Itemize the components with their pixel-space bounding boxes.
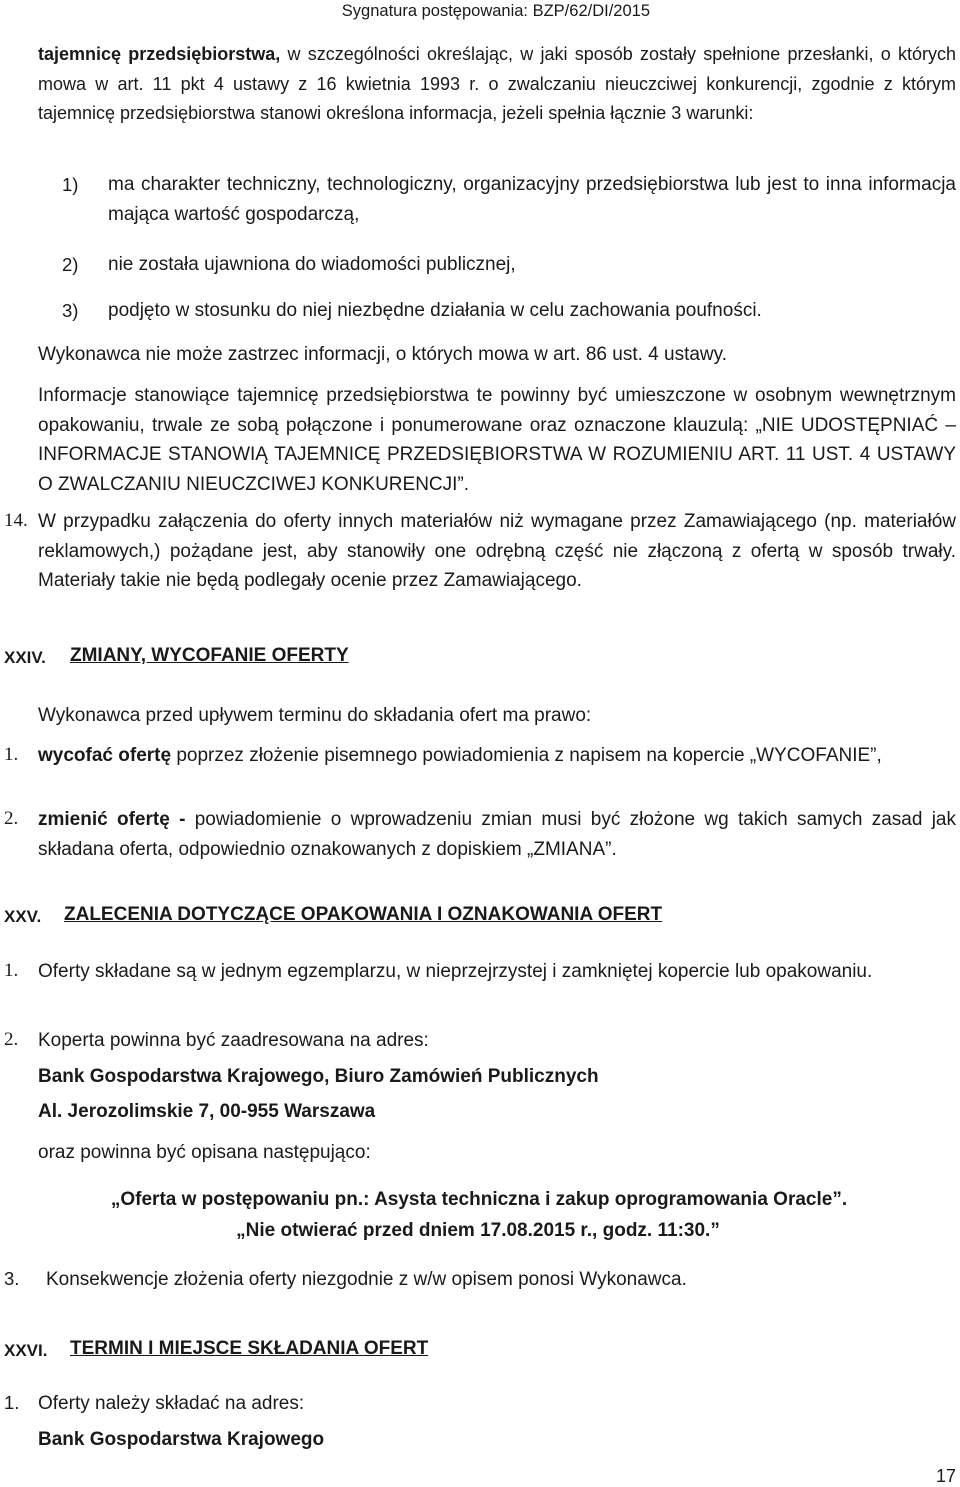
submission-address: Bank Gospodarstwa Krajowego (38, 1429, 325, 1450)
item-14-text: W przypadku załączenia do oferty innych materiałów niż wymagane przez Zamawiającego (np. materiałów reklamowych,) pożądane jest, aby stanowiły one odrębną część nie złączoną z ofertą w sposób trwały. Materiały takie nie będą podlegały ocenie przez Zamawiającego. (38, 511, 956, 591)
section-number: XXIV. (4, 648, 46, 667)
item-number: 14. (4, 510, 28, 531)
section-title: ZALECENIA DOTYCZĄCE OPAKOWANIA I OZNAKOWANIA OFERT (64, 904, 663, 925)
packaging-item-3: Konsekwencje złożenia oferty niezgodnie z w/w opisem ponosi Wykonawca. (46, 1269, 687, 1290)
envelope-label-1: „Oferta w postępowaniu pn.: Asysta techniczna i zakup oprogramowania Oracle”. (110, 1189, 848, 1210)
document-signature: Sygnatura postępowania: BZP/62/DI/2015 (341, 2, 650, 20)
intro-text: w szczególności określając, w jaki sposób zostały spełnione przesłanki, o których mowa w art. 11 pkt 4 ustawy z 16 kwietnia 1993 r. o zwalczaniu nieuczciwej konkurencji, zgodnie z którym tajemnicę przedsiębiorstwa stanowi określona informacja, jeżeli spełnia łącznie 3 warunki: (38, 44, 957, 123)
change-offer-item (38, 805, 956, 864)
page-number: 17 (935, 1466, 956, 1486)
described-as: oraz powinna być opisana następująco: (38, 1142, 371, 1163)
section-title: ZMIANY, WYCOFANIE OFERTY (70, 645, 349, 666)
address-line-1: Bank Gospodarstwa Krajowego, Biuro Zamówień Publicznych (38, 1066, 599, 1087)
item-number: 1. (4, 744, 19, 765)
change-bold: zmienić ofertę - (38, 809, 186, 830)
item-number: 1. (4, 960, 19, 981)
withdraw-offer-item (38, 741, 956, 771)
section-number: XXVI. (4, 1341, 48, 1360)
condition-text: podjęto w stosunku do niej niezbędne działania w celu zachowania poufności. (108, 300, 762, 321)
withdraw-bold: wycofać ofertę (38, 745, 172, 766)
envelope-label-2: „Nie otwierać przed dniem 17.08.2015 r., godz. 11:30.” (236, 1220, 720, 1241)
intro-paragraph (38, 40, 956, 129)
note-art-86: Wykonawca nie może zastrzec informacji, o których mowa w art. 86 ust. 4 ustawy. (38, 344, 728, 365)
section-lead: Wykonawca przed upływem terminu do składania ofert ma prawo: (38, 705, 592, 726)
condition-number: 3) (62, 300, 79, 321)
intro-bold: tajemnicę przedsiębiorstwa, (38, 44, 281, 64)
change-text: powiadomienie o wprowadzeniu zmian musi być złożone wg takich samych zasad jak składana oferta, odpowiednio oznakowanych z dopiskiem „ZMIANA”. (38, 809, 956, 860)
condition-number: 1) (62, 174, 79, 195)
section-title: TERMIN I MIEJSCE SKŁADANIA OFERT (70, 1338, 429, 1359)
info-packaging-paragraph: Informacje stanowiące tajemnicę przedsiębiorstwa te powinny być umieszczone w osobnym wewnętrznym opakowaniu, trwale ze sobą połączone i ponumerowane oraz oznaczone klauzulą: „NIE UDOSTĘPNIAĆ – INFORMACJE STANOWIĄ TAJEMNICĘ PRZEDSIĘBIORSTWA W ROZUMIENIU ART. 11 UST. 4 USTAWY O ZWALCZANIU NIEUCZCIWEJ KONKURENCJI”. (38, 385, 956, 495)
item-number: 2. (4, 808, 19, 829)
item-number: 1. (4, 1392, 20, 1413)
address-line-2: Al. Jerozolimskie 7, 00-955 Warszawa (38, 1101, 376, 1122)
packaging-item-2: Koperta powinna być zaadresowana na adres: (38, 1030, 429, 1051)
withdraw-text: poprzez złożenie pisemnego powiadomienia z napisem na kopercie „WYCOFANIE”, (171, 745, 882, 766)
condition-text: ma charakter techniczny, technologiczny, organizacyjny przedsiębiorstwa lub jest to inna informacja mająca wartość gospodarczą, (108, 174, 956, 225)
submission-item-1: Oferty należy składać na adres: (38, 1393, 305, 1414)
section-number: XXV. (4, 907, 42, 926)
condition-text: nie została ujawniona do wiadomości publicznej, (108, 254, 516, 275)
packaging-item-1: Oferty składane są w jednym egzemplarzu, w nieprzejrzystej i zamkniętej kopercie lub opakowaniu. (38, 961, 873, 982)
condition-number: 2) (62, 254, 79, 275)
item-number: 3. (4, 1268, 20, 1289)
item-number: 2. (4, 1029, 19, 1050)
